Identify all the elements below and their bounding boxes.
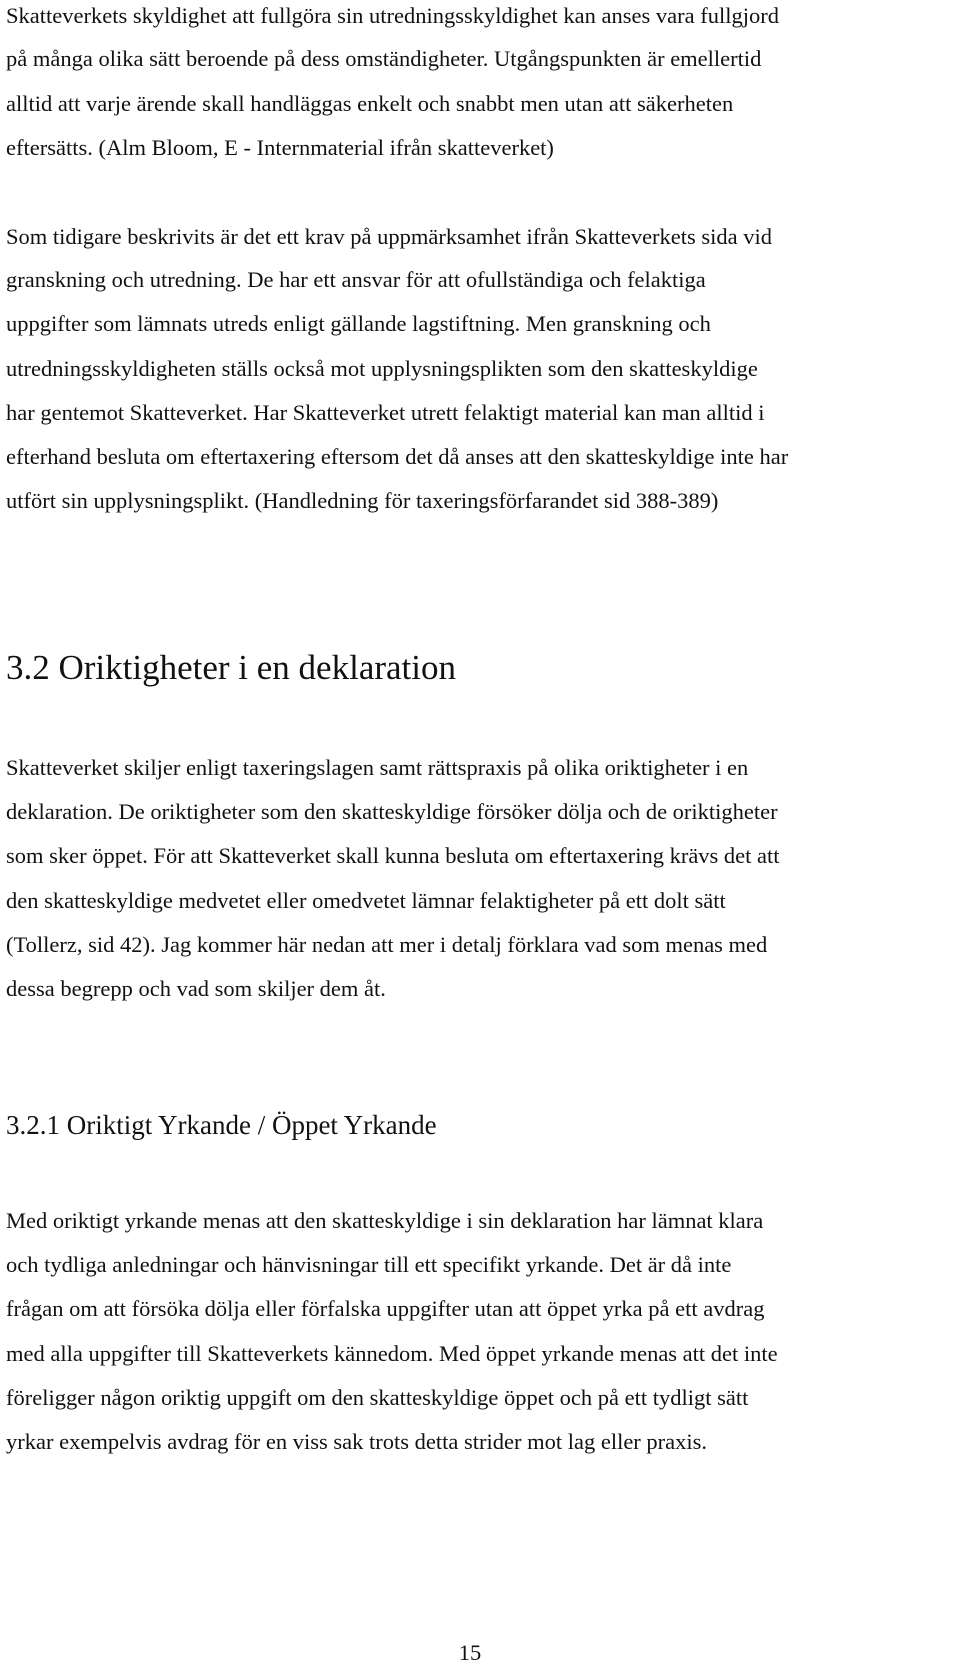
paragraph-line: granskning och utredning. De har ett ansvar för att ofullständiga och felaktiga	[6, 267, 706, 292]
paragraph-line: alltid att varje ärende skall handläggas enkelt och snabbt men utan att säkerheten	[6, 91, 734, 116]
paragraph-line: Skatteverket skiljer enligt taxeringslagen samt rättspraxis på olika oriktigheter i en	[6, 755, 749, 780]
paragraph-line: den skatteskyldige medvetet eller omedvetet lämnar felaktigheter på ett dolt sätt	[6, 888, 726, 913]
paragraph-line: Skatteverkets skyldighet att fullgöra sin utredningsskyldighet kan anses vara fullgjord	[6, 3, 779, 28]
paragraph-line: eftersätts. (Alm Bloom, E - Internmaterial ifrån skatteverket)	[6, 135, 554, 160]
paragraph-line: (Tollerz, sid 42). Jag kommer här nedan att mer i detalj förklara vad som menas med	[6, 932, 768, 957]
paragraph-line: som sker öppet. För att Skatteverket skall kunna besluta om eftertaxering krävs det att	[6, 843, 780, 868]
paragraph-line: har gentemot Skatteverket. Har Skatteverket utrett felaktigt material kan man alltid i	[6, 400, 765, 425]
paragraph-line: Med oriktigt yrkande menas att den skatteskyldige i sin deklaration har lämnat klara	[6, 1208, 764, 1233]
paragraph-line: uppgifter som lämnats utreds enligt gällande lagstiftning. Men granskning och	[6, 311, 711, 336]
section-heading: 3.2 Oriktigheter i en deklaration	[6, 648, 456, 687]
paragraph-line: dessa begrepp och vad som skiljer dem åt.	[6, 976, 386, 1001]
paragraph-line: och tydliga anledningar och hänvisningar till ett specifikt yrkande. Det är då inte	[6, 1252, 732, 1277]
paragraph-line: efterhand besluta om eftertaxering eftersom det då anses att den skatteskyldige inte har	[6, 444, 789, 469]
paragraph-line: Som tidigare beskrivits är det ett krav på uppmärksamhet ifrån Skatteverkets sida vid	[6, 224, 773, 249]
paragraph-line: yrkar exempelvis avdrag för en viss sak trots detta strider mot lag eller praxis.	[6, 1429, 708, 1454]
subsection-heading: 3.2.1 Oriktigt Yrkande / Öppet Yrkande	[6, 1110, 437, 1140]
page-number: 15	[458, 1640, 482, 1665]
paragraph-line: på många olika sätt beroende på dess omständigheter. Utgångspunkten är emellertid	[6, 46, 762, 71]
paragraph-line: utfört sin upplysningsplikt. (Handledning för taxeringsförfarandet sid 388-389)	[6, 488, 719, 513]
paragraph-line: frågan om att försöka dölja eller förfalska uppgifter utan att öppet yrka på ett avdrag	[6, 1296, 765, 1321]
paragraph-line: med alla uppgifter till Skatteverkets kännedom. Med öppet yrkande menas att det inte	[6, 1341, 778, 1366]
paragraph-line: föreligger någon oriktig uppgift om den skatteskyldige öppet och på ett tydligt sätt	[6, 1385, 749, 1410]
paragraph-line: utredningsskyldigheten ställs också mot upplysningsplikten som den skatteskyldige	[6, 356, 758, 381]
paragraph-line: deklaration. De oriktigheter som den skatteskyldige försöker dölja och de oriktigheter	[6, 799, 778, 824]
